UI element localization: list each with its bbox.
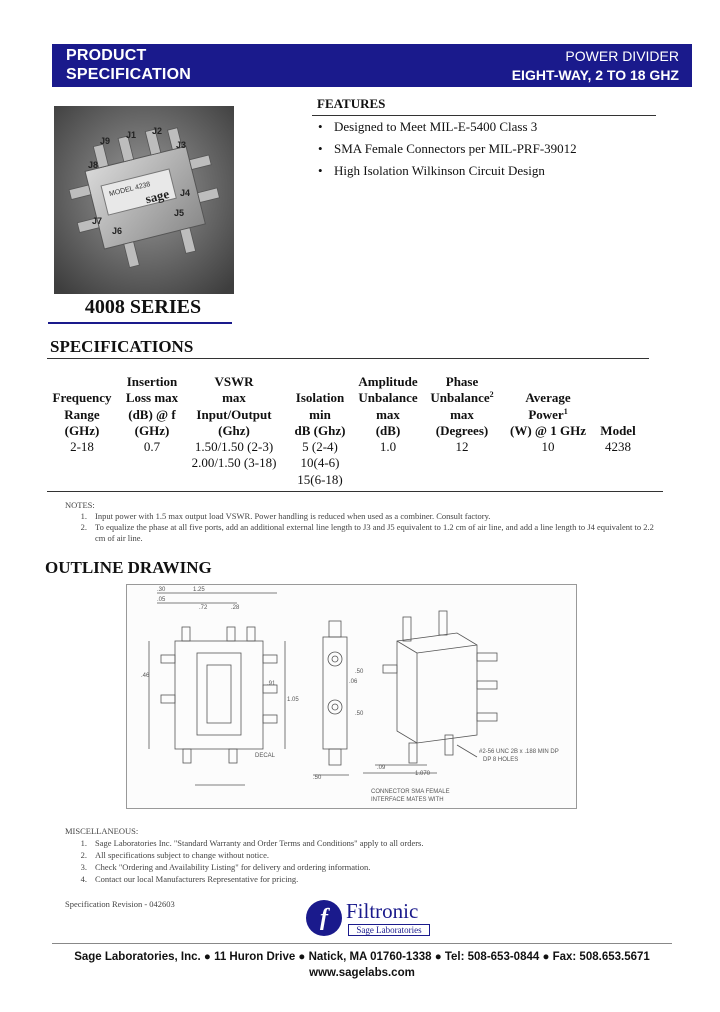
series-title: 4008 SERIES	[84, 296, 202, 318]
svg-text:J3: J3	[176, 140, 187, 150]
svg-text:J8: J8	[88, 160, 99, 170]
miscellaneous	[65, 825, 424, 885]
header-right-line2: EIGHT-WAY, 2 TO 18 GHZ	[511, 67, 679, 83]
notes	[65, 500, 665, 544]
footer-divider	[52, 943, 672, 944]
features-list	[318, 119, 577, 185]
svg-text:J4: J4	[180, 188, 191, 198]
header-left-line2: SPECIFICATION	[66, 66, 191, 83]
filtronic-logo	[304, 899, 430, 939]
series-divider	[48, 322, 232, 324]
note-item: 1. Input power with 1.5 max output load VSWR. Power handling is reduced when used as a combiner. Consult factory.	[80, 511, 491, 521]
feature-item: • Designed to Meet MIL-E-5400 Class 3	[318, 119, 577, 141]
specifications-title: SPECIFICATIONS	[50, 337, 194, 356]
specifications-divider	[47, 358, 649, 359]
filtronic-logo-name: Filtronic	[346, 899, 419, 923]
svg-text:J6: J6	[112, 226, 123, 236]
spec-column-power: Average Power$^1$ (W) @ 1 GHz 10	[510, 390, 586, 455]
spec-column-phase: Phase Unbalance$^2$ max (Degrees) 12	[430, 374, 494, 455]
feature-item: • High Isolation Wilkinson Circuit Design	[318, 163, 577, 185]
feature-item: • SMA Female Connectors per MIL-PRF-39012	[318, 141, 577, 163]
product-photo-graphic	[54, 106, 234, 294]
header-right-line1: POWER DIVIDER	[565, 48, 679, 64]
svg-text:J2: J2	[152, 126, 163, 136]
outline-drawing: .30 1.25 .05 .72 .28 .46 .91 1.05 .50 .06 .50 .50 .09 1.070 DECAL #2-56 UNC 2B x .188 MIN DP DP 8 HOLES CONNECTOR SMA FEMALE INTERFACE MATES WITH	[126, 584, 577, 809]
spec-column-insertion-loss: Insertion Loss max (dB) @ f (GHz) 0.7	[125, 374, 179, 455]
note-item: 2. To equalize the phase at all five ports, add an additional external line length to J3 and J5 equivalent to 1.2 cm of air line, and add a line length to J4 equivalent to 2.2 cm of air line.	[80, 522, 654, 543]
misc-item: 2. All specifications subject to change without notice.	[80, 850, 269, 860]
spec-column-vswr: VSWR max Input/Output (Ghz) 1.50/1.50 (2-3) 2.00/1.50 (3-18)	[191, 374, 277, 471]
product-photo	[54, 106, 234, 294]
filtronic-logo-subtitle: Sage Laboratories	[348, 924, 430, 936]
svg-text:J1: J1	[126, 130, 137, 140]
svg-text:J7: J7	[92, 216, 103, 226]
specifications-bottom-divider	[47, 491, 663, 492]
svg-text:MODEL 4238: MODEL 4238	[108, 181, 152, 199]
notes-title: NOTES:	[65, 500, 95, 510]
spec-column-amplitude: Amplitude Unbalance max (dB) 1.0	[358, 374, 418, 455]
spec-column-frequency: Frequency Range (GHz) 2-18	[52, 390, 112, 455]
header-left-line1: PRODUCT	[66, 47, 147, 64]
svg-text:J9: J9	[100, 136, 111, 146]
footer-address: Sage Laboratories, Inc. ● 11 Huron Drive ● Natick, MA 01760-1338 ● Tel: 508-653-0844 ● Fax: 508.653.5671	[74, 951, 650, 963]
misc-item: 4. Contact our local Manufacturers Representative for pricing.	[80, 874, 299, 884]
spec-column-model: Model 4238	[600, 422, 636, 455]
features-title: FEATURES	[317, 96, 386, 111]
features-divider	[312, 115, 656, 116]
miscellaneous-title: MISCELLANEOUS:	[65, 826, 139, 836]
specification-revision: Specification Revision - 042603	[65, 899, 175, 909]
misc-item: 1. Sage Laboratories Inc. "Standard Warranty and Order Terms and Conditions" apply to all orders.	[80, 838, 424, 848]
footer-website[interactable]: www.sagelabs.com	[309, 967, 415, 979]
filtronic-logo-icon: f	[306, 900, 342, 936]
svg-text:sage: sage	[143, 186, 171, 207]
svg-text:J5: J5	[174, 208, 185, 218]
outline-drawing-graphic	[127, 585, 578, 810]
misc-item: 3. Check "Ordering and Availability Listing" for delivery and ordering information.	[80, 862, 371, 872]
outline-drawing-title: OUTLINE DRAWING	[45, 558, 212, 577]
header-banner	[52, 44, 692, 87]
spec-column-isolation: Isolation min dB (Ghz) 5 (2-4) 10(4-6) 15(6-18)	[294, 390, 346, 487]
